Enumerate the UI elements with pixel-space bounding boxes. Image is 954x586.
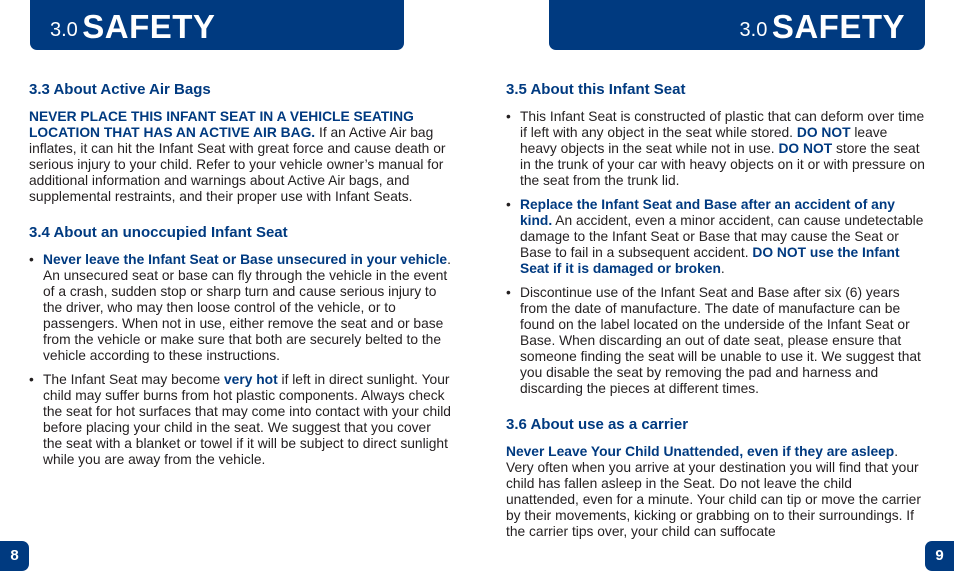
section-title: SAFETY: [82, 8, 216, 45]
warning-text: DO NOT: [778, 141, 833, 156]
section-number: 3.0: [50, 19, 78, 41]
section-heading: 3.5 About this Infant Seat: [506, 81, 686, 98]
section-3-4: [29, 223, 453, 468]
body-text: if left in direct sunlight. Your child may suffer burns from hot plastic components. Always check the seat for hot surfaces that may come into contact with your child before placing your child in the seat. We suggest that you cover the seat with a blanket or towel if it will be subject to direct sunlight while you are away from the vehicle.: [43, 372, 451, 467]
list-item: [29, 372, 453, 468]
section-heading: 3.4 About an unoccupied Infant Seat: [29, 224, 288, 241]
warning-text: Never Leave Your Child Unattended, even if they are asleep: [506, 444, 895, 459]
section-3-6: [506, 415, 926, 540]
body-text: If an Active Air bag inflates, it can hit the Infant Seat with great force and cause death or serious injury to your child. Refer to your vehicle owner’s manual for additional information and warnings about Active Air bags, and supplemental restraints, and their proper use with Infant Seats.: [29, 125, 446, 204]
paragraph: [506, 444, 926, 540]
warning-text: NEVER PLACE THIS INFANT SEAT IN A VEHICLE SEATING LOCATION THAT HAS AN ACTIVE AIR BAG.: [29, 109, 414, 140]
bullet-icon: •: [29, 252, 34, 267]
section-number: 3.0: [739, 19, 768, 41]
warning-text: Never leave the Infant Seat or Base unsecured in your vehicle: [43, 252, 448, 267]
bullet-icon: •: [506, 109, 511, 124]
body-text: .: [720, 261, 725, 276]
body-text: leave heavy objects in the seat while not in use.: [520, 125, 888, 156]
bullet-icon: •: [506, 197, 511, 212]
body-text: Discontinue use of the Infant Seat and Base after six (6) years from the date of manufacture. The date of manufacture can be found on the label located on the underside of the Infant Seat or Base. When discarding an out of date seat, please ensure that someone finding the seat will be unable to use it. We suggest that you disable the seat by removing the pad and harness and discarding the pieces at different times.: [520, 285, 921, 396]
bullet-icon: •: [29, 372, 34, 387]
body-text: store the seat in the trunk of your car with heavy objects on it or with pressure on the seat from the trunk lid.: [520, 141, 925, 188]
body-text: This Infant Seat is constructed of plastic that can deform over time if left with any object in the seat while stored.: [520, 109, 925, 140]
body-text: An accident, even a minor accident, can cause undetectable damage to the Infant Seat or Base that may cause the Seat or Base to fail in a subsequent accident.: [520, 213, 924, 260]
body-text: The Infant Seat may become: [43, 372, 224, 387]
right-page-content: [506, 80, 926, 558]
section-title: SAFETY: [771, 8, 905, 45]
page-number-left: 8: [0, 541, 29, 571]
section-3-5: [506, 80, 926, 397]
paragraph: [29, 109, 453, 205]
body-text: . Very often when you arrive at your destination you will find that your child has fallen asleep in the Seat. Do not leave the child unattended, even for a minute. Your child can tip or move the carrier by their movements, kicking or grabbing on to their surroundings. If the carrier tips over, your child can suffocate: [506, 444, 921, 539]
warning-text: very hot: [224, 372, 278, 387]
section-3-3: [29, 80, 453, 205]
list-item: [506, 197, 926, 277]
section-banner-left: [30, 0, 404, 50]
list-item: [506, 285, 926, 397]
warning-text: DO NOT use the Infant Seat if it is damaged or broken: [520, 245, 900, 276]
body-text: . An unsecured seat or base can fly through the vehicle in the event of a crash, sudden stop or sharp turn and cause serious injury to the driver, who may then loose control of the vehicle, or to passengers. When not in use, either remove the seat and or base from the vehicle or make sure that both are securely belted to the vehicle according to these instructions.: [43, 252, 451, 363]
section-banner-right: [549, 0, 925, 50]
section-heading: 3.6 About use as a carrier: [506, 416, 689, 433]
section-heading: 3.3 About Active Air Bags: [29, 81, 211, 98]
left-page-content: [29, 80, 453, 486]
warning-text: Replace the Infant Seat and Base after an accident of any kind.: [520, 197, 895, 228]
page-number-right: 9: [925, 541, 954, 571]
list-item: [506, 109, 926, 189]
bullet-icon: •: [506, 285, 511, 300]
list-item: [29, 252, 453, 364]
warning-text: DO NOT: [796, 125, 851, 140]
